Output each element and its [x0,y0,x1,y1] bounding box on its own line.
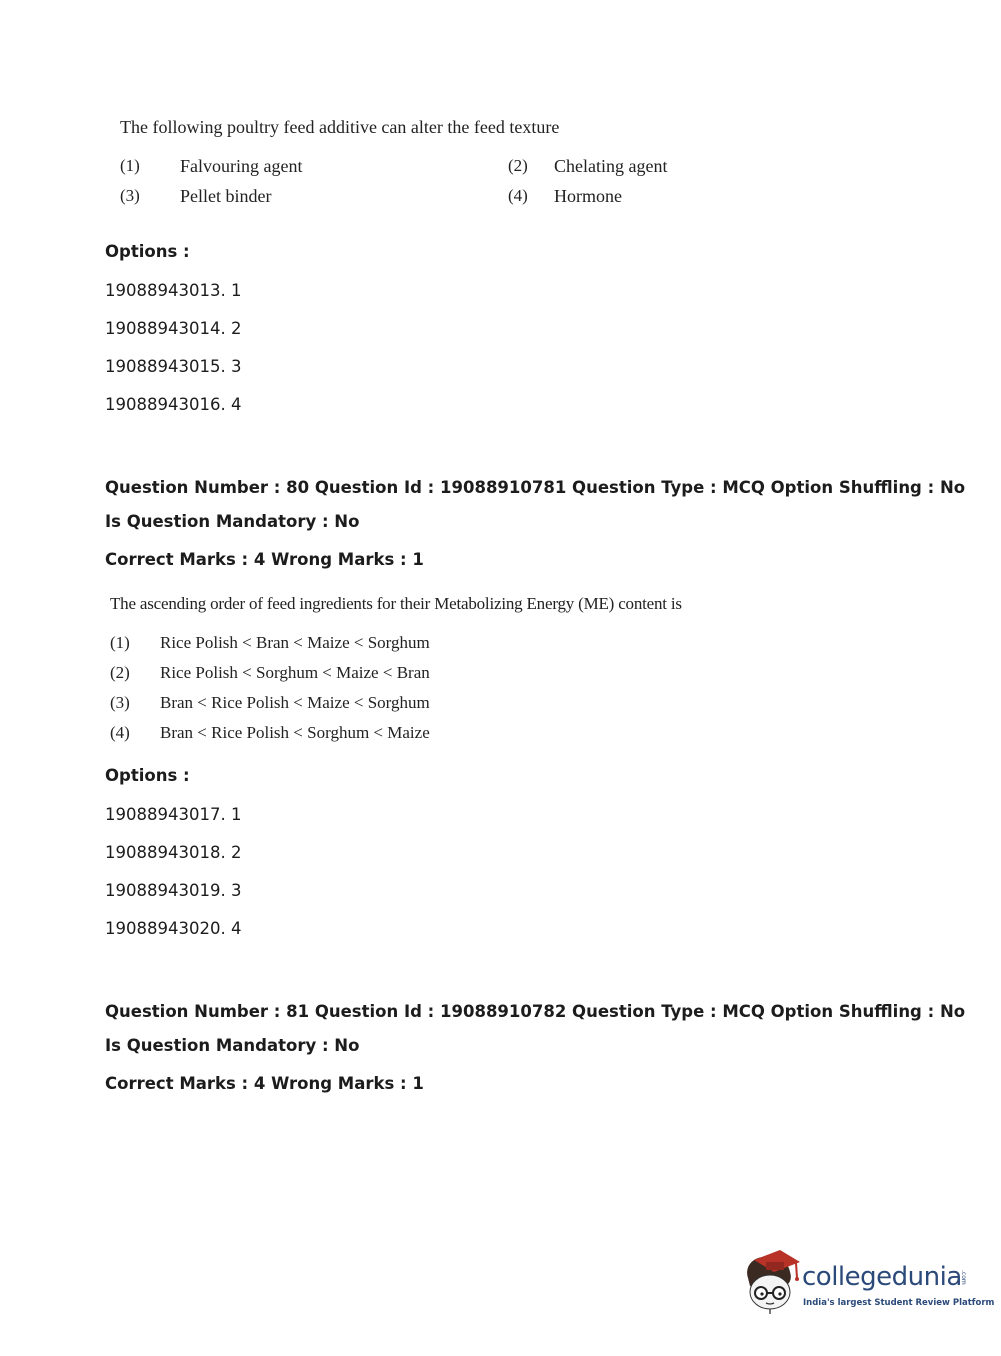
q80-mandatory: Is Question Mandatory : No [105,512,360,531]
q80-header: Question Number : 80 Question Id : 19088910781 Question Type : MCQ Option Shuffling : No [105,478,966,497]
q81-marks: Correct Marks : 4 Wrong Marks : 1 [105,1074,424,1093]
q81-mandatory: Is Question Mandatory : No [105,1036,360,1055]
q79-option-id-4: 19088943016. 4 [105,395,242,414]
q81-header: Question Number : 81 Question Id : 19088910782 Question Type : MCQ Option Shuffling : No [105,1002,966,1021]
q79-choice-4-number: (4) [508,186,528,205]
q79-choice-3-number: (3) [120,186,140,205]
q80-option-id-2: 19088943018. 2 [105,843,242,862]
q80-marks: Correct Marks : 4 Wrong Marks : 1 [105,550,424,569]
mascot-graduate-icon [740,1248,802,1316]
q79-choice-2-text: Chelating agent [554,156,668,176]
logo-domain-suffix: .com [960,1270,967,1285]
q79-choice-2-number: (2) [508,156,528,175]
q80-choice-1-number: (1) [110,633,130,652]
q80-option-id-1: 19088943017. 1 [105,805,242,824]
q80-choice-4-text: Bran < Rice Polish < Sorghum < Maize [160,723,430,742]
logo-tagline: India's largest Student Review Platform [803,1298,995,1308]
q79-option-id-2: 19088943014. 2 [105,319,242,338]
q79-choice-1-number: (1) [120,156,140,175]
logo-wordmark: collegedunia [802,1262,962,1292]
q80-choice-2-text: Rice Polish < Sorghum < Maize < Bran [160,663,430,682]
q80-option-id-4: 19088943020. 4 [105,919,242,938]
q80-choice-3-number: (3) [110,693,130,712]
q80-choice-3-text: Bran < Rice Polish < Maize < Sorghum [160,693,430,712]
question-79-stem: The following poultry feed additive can alter the feed texture [120,117,560,137]
q79-options-label: Options : [105,242,190,261]
q80-choice-4-number: (4) [110,723,130,742]
question-80-stem: The ascending order of feed ingredients for their Metabolizing Energy (ME) content is [110,594,682,613]
q79-choice-3-text: Pellet binder [180,186,272,206]
q80-options-label: Options : [105,766,190,785]
q80-choice-1-text: Rice Polish < Bran < Maize < Sorghum [160,633,430,652]
q79-option-id-1: 19088943013. 1 [105,281,242,300]
q79-option-id-3: 19088943015. 3 [105,357,242,376]
q80-choice-2-number: (2) [110,663,130,682]
collegedunia-logo [740,1248,995,1318]
q79-choice-4-text: Hormone [554,186,622,206]
q79-choice-1-text: Falvouring agent [180,156,303,176]
q80-option-id-3: 19088943019. 3 [105,881,242,900]
